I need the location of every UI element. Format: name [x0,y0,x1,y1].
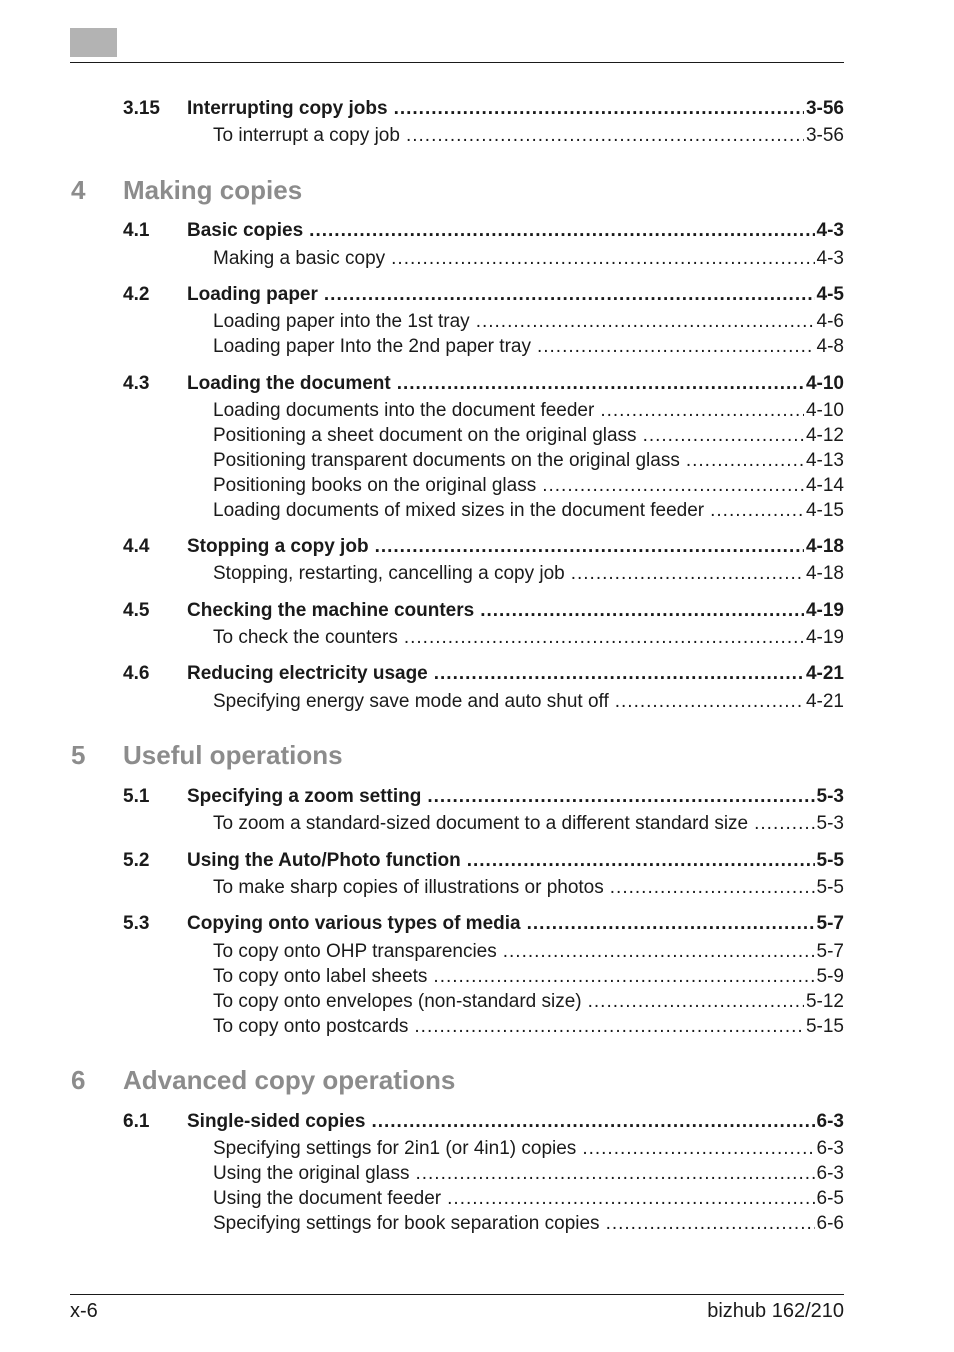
toc-section-5-1[interactable] [0,786,954,808]
section-title: Basic copies [187,220,304,241]
dot-leader [391,248,814,270]
chapter-number: 5 [71,740,86,770]
page-ref: 5-5 [816,877,844,898]
section-title: Checking the machine counters [187,600,475,621]
dot-leader [537,336,815,358]
toc-entry[interactable] [0,500,954,522]
page-ref: 6-3 [816,1163,844,1184]
page-ref: 4-18 [805,536,844,557]
dot-leader [606,1213,815,1235]
dot-leader [588,991,804,1013]
toc-section-4-3[interactable] [0,373,954,395]
toc-entry[interactable] [0,1188,954,1210]
page-ref: 6-5 [816,1188,844,1209]
toc-section-4-4[interactable] [0,536,954,558]
page-ref: 6-3 [816,1111,844,1132]
page-ref: 5-15 [805,1016,844,1037]
entry-title: Making a basic copy [213,248,386,269]
entry-title: To copy onto postcards [213,1016,409,1037]
section-title: Copying onto various types of media [187,913,521,934]
dot-leader [582,1138,814,1160]
chapter-title: Advanced copy operations [123,1065,456,1095]
entry-title: To copy onto OHP transparencies [213,941,497,962]
dot-leader [404,627,804,649]
page-ref: 4-3 [816,220,844,241]
toc-entry[interactable] [0,563,954,585]
dot-leader [309,220,814,242]
toc-section-5-3[interactable] [0,913,954,935]
toc-entry[interactable] [0,400,954,422]
page-ref: 5-7 [816,941,844,962]
entry-title: Using the document feeder [213,1188,442,1209]
dot-leader [433,966,814,988]
toc-entry[interactable] [0,627,954,649]
section-number: 5.2 [123,850,150,871]
section-number: 6.1 [123,1111,150,1132]
toc-section-4-2[interactable] [0,284,954,306]
toc-entry[interactable] [0,691,954,713]
page-ref: 5-3 [816,813,844,834]
entry-title: To zoom a standard-sized document to a different standard size [213,813,749,834]
section-title: Using the Auto/Photo function [187,850,461,871]
toc-section-3-15[interactable] [0,98,954,120]
page-ref: 4-8 [816,336,844,357]
toc-section-6-1[interactable] [0,1111,954,1133]
section-number: 5.3 [123,913,150,934]
dot-leader [480,600,804,622]
section-number: 4.3 [123,373,150,394]
toc-entry[interactable] [0,311,954,333]
page-ref: 4-21 [805,663,844,684]
entry-title: To check the counters [213,627,398,648]
page-ref: 4-12 [805,425,844,446]
entry-title: To copy onto label sheets [213,966,428,987]
dot-leader [527,913,815,935]
dot-leader [397,373,804,395]
entry-title: Specifying energy save mode and auto shut off [213,691,609,712]
toc-entry[interactable] [0,125,954,147]
page-ref: 4-19 [805,600,844,621]
page-ref: 4-13 [805,450,844,471]
dot-leader [615,691,804,713]
dot-leader [415,1163,814,1185]
page-ref: 5-7 [816,913,844,934]
toc-entry[interactable] [0,450,954,472]
dot-leader [600,400,804,422]
toc-section-4-6[interactable] [0,663,954,685]
dot-leader [427,786,814,808]
dot-leader [476,311,815,333]
dot-leader [503,941,815,963]
entry-title: To interrupt a copy job [213,125,400,146]
section-title: Interrupting copy jobs [187,98,388,119]
dot-leader [610,877,815,899]
toc-chapter-5[interactable] [0,740,954,774]
page-ref: 6-3 [816,1138,844,1159]
section-title: Loading the document [187,373,391,394]
page-ref: 5-5 [816,850,844,871]
section-number: 4.2 [123,284,150,305]
dot-leader [754,813,814,835]
entry-title: Loading paper into the 1st tray [213,311,470,332]
section-number: 4.6 [123,663,150,684]
section-title: Specifying a zoom setting [187,786,422,807]
chapter-tab-marker [70,28,117,57]
toc-entry[interactable] [0,1138,954,1160]
section-number: 4.1 [123,220,150,241]
entry-title: Using the original glass [213,1163,410,1184]
page-ref: 5-3 [816,786,844,807]
dot-leader [686,450,804,472]
entry-title: Positioning books on the original glass [213,475,537,496]
dot-leader [643,425,804,447]
page-ref: 4-19 [805,627,844,648]
toc-section-4-1[interactable] [0,220,954,242]
dot-leader [375,536,804,558]
entry-title: To copy onto envelopes (non-standard size) [213,991,582,1012]
dot-leader [710,500,804,522]
toc-chapter-6[interactable] [0,1065,954,1099]
entry-title: Specifying settings for 2in1 (or 4in1) copies [213,1138,577,1159]
entry-title: Loading documents into the document feeder [213,400,595,421]
page-ref: 4-21 [805,691,844,712]
chapter-title: Making copies [123,175,303,205]
section-number: 4.4 [123,536,150,557]
toc-section-4-5[interactable] [0,600,954,622]
dot-leader [324,284,815,306]
page-ref: 4-10 [805,373,844,394]
dot-leader [394,98,804,120]
entry-title: Specifying settings for book separation copies [213,1213,600,1234]
dot-leader [542,475,804,497]
page-ref: 4-10 [805,400,844,421]
toc-entry[interactable] [0,941,954,963]
toc-entry[interactable] [0,877,954,899]
entry-title: Stopping, restarting, cancelling a copy job [213,563,565,584]
entry-title: To make sharp copies of illustrations or photos [213,877,604,898]
toc-entry[interactable] [0,991,954,1013]
dot-leader [434,663,804,685]
chapter-number: 6 [71,1065,86,1095]
page-ref: 4-15 [805,500,844,521]
toc-entry[interactable] [0,336,954,358]
section-number: 5.1 [123,786,150,807]
footer-page-number: x-6 [70,1300,98,1322]
entry-title: Loading paper Into the 2nd paper tray [213,336,531,357]
page-ref: 5-9 [816,966,844,987]
entry-title: Loading documents of mixed sizes in the document feeder [213,500,705,521]
toc-entry[interactable] [0,1213,954,1235]
entry-title: Positioning transparent documents on the original glass [213,450,680,471]
section-number: 4.5 [123,600,150,621]
toc-entry[interactable] [0,1163,954,1185]
dot-leader [371,1111,814,1133]
toc-section-5-2[interactable] [0,850,954,872]
page-ref: 4-18 [805,563,844,584]
toc-chapter-4[interactable] [0,175,954,209]
entry-title: Positioning a sheet document on the original glass [213,425,637,446]
page-ref: 4-3 [816,248,844,269]
section-title: Reducing electricity usage [187,663,428,684]
header-rule [70,62,844,63]
dot-leader [447,1188,814,1210]
footer-product-name: bizhub 162/210 [707,1300,844,1322]
toc-entry[interactable] [0,248,954,270]
section-number: 3.15 [123,98,160,119]
page-ref: 5-12 [805,991,844,1012]
toc-entry[interactable] [0,475,954,497]
chapter-title: Useful operations [123,740,343,770]
toc-entry[interactable] [0,966,954,988]
page-ref: 3-56 [805,98,844,119]
section-title: Stopping a copy job [187,536,369,557]
section-title: Single-sided copies [187,1111,366,1132]
chapter-number: 4 [71,175,86,205]
section-title: Loading paper [187,284,318,305]
page-ref: 3-56 [805,125,844,146]
page-ref: 4-14 [805,475,844,496]
toc-entry[interactable] [0,813,954,835]
page-ref: 4-6 [816,311,844,332]
dot-leader [414,1016,804,1038]
toc-entry[interactable] [0,425,954,447]
page-ref: 4-5 [816,284,844,305]
footer-rule [70,1294,844,1295]
dot-leader [406,125,804,147]
dot-leader [571,563,804,585]
toc-entry[interactable] [0,1016,954,1038]
dot-leader [467,850,815,872]
page-ref: 6-6 [816,1213,844,1234]
